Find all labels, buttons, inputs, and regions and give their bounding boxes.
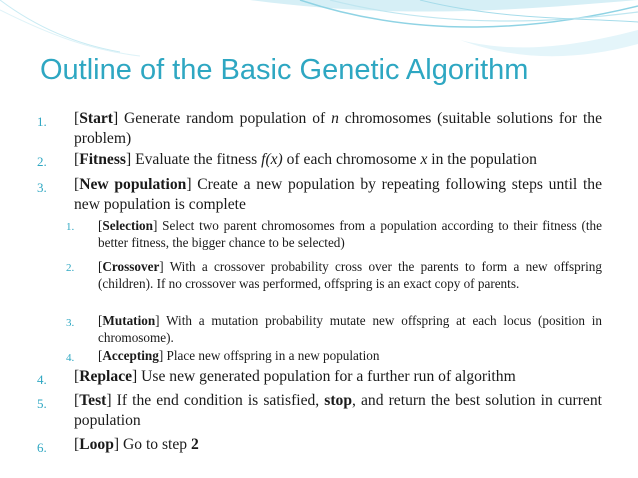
- bracket-open: [: [74, 392, 80, 409]
- step-text-post: in the population: [427, 151, 537, 168]
- bracket-open: [: [98, 348, 103, 363]
- bracket-close: ]: [155, 313, 160, 328]
- substep-text: [98, 312, 602, 346]
- substep-keyword: Selection: [102, 218, 153, 233]
- substep-number: 2.: [66, 262, 75, 274]
- bracket-open: [: [98, 218, 103, 233]
- step-keyword: Replace: [79, 368, 133, 385]
- step-keyword: Fitness: [79, 151, 126, 168]
- step-text-pre: Evaluate the fitness: [135, 151, 262, 168]
- step-text: [74, 150, 602, 170]
- step-text-body: Create a new population by repeating following steps until the new population is complete: [74, 176, 603, 213]
- step-keyword: Loop: [79, 436, 114, 453]
- step-text-post: chromosomes (suitable solutions for the problem): [74, 110, 602, 147]
- substep-text-body: With a mutation probability mutate new offspring at each locus (position in chromosome).: [98, 313, 602, 345]
- step-text-post: , and return the best solution in current population: [74, 392, 602, 429]
- bracket-close: ]: [106, 392, 112, 409]
- bracket-open: [: [74, 110, 80, 127]
- step-keyword: Start: [79, 110, 113, 127]
- step-text: [74, 435, 602, 455]
- bracket-open: [: [74, 436, 80, 453]
- substep-text-body: Place new offspring in a new population: [166, 348, 380, 363]
- step-keyword: Test: [79, 392, 107, 409]
- substep-text-body: With a crossover probability cross over the parents to form a new offspring (children). If no crossover was performed, offspring is an exact copy of parents.: [98, 259, 602, 291]
- step-number: 6.: [37, 440, 47, 455]
- step-variable: x: [420, 151, 428, 168]
- step-number: 3.: [37, 180, 47, 195]
- substep-text: [98, 347, 602, 364]
- bracket-close: ]: [132, 368, 138, 385]
- slide-title: Outline of the Basic Genetic Algorithm: [40, 54, 529, 86]
- step-keyword: New population: [79, 176, 187, 193]
- substep-text: [98, 217, 602, 251]
- substep-number: 3.: [66, 317, 75, 329]
- bracket-close: ]: [186, 176, 192, 193]
- step-variable: f(x): [261, 151, 283, 168]
- step-text-pre: If the end condition is satisfied,: [116, 392, 325, 409]
- substep-text-body: Select two parent chromosomes from a population according to their fitness (the better fitness, the bigger chance to be selected): [98, 218, 602, 250]
- step-text: [74, 367, 602, 387]
- bracket-close: ]: [125, 151, 132, 168]
- substep-keyword: Mutation: [102, 313, 156, 328]
- bracket-open: [: [74, 368, 80, 385]
- step-bold-word: stop: [324, 392, 353, 409]
- step-number: 4.: [37, 372, 47, 387]
- substep-keyword: Crossover: [102, 259, 160, 274]
- step-text: [74, 175, 602, 215]
- bracket-open: [: [74, 176, 80, 193]
- step-text-body: Use new generated population for a further run of algorithm: [141, 368, 516, 385]
- step-text-pre: Generate random population of: [124, 110, 332, 127]
- substep-number: 4.: [66, 352, 75, 364]
- bracket-open: [: [98, 259, 103, 274]
- bracket-close: ]: [158, 348, 164, 363]
- step-text: [74, 391, 602, 431]
- step-text: [74, 109, 602, 149]
- step-text-mid: of each chromosome: [282, 151, 421, 168]
- substep-keyword: Accepting: [102, 348, 159, 363]
- bracket-close: ]: [113, 436, 120, 453]
- bracket-open: [: [74, 151, 80, 168]
- step-number: 5.: [37, 396, 47, 411]
- bracket-open: [: [98, 313, 103, 328]
- step-number: 2.: [37, 154, 47, 169]
- bracket-close: ]: [152, 218, 158, 233]
- step-number: 1.: [37, 114, 47, 129]
- step-text-pre: Go to step: [122, 436, 191, 453]
- bracket-close: ]: [112, 110, 119, 127]
- substep-text: [98, 258, 602, 292]
- step-bold-word: 2: [191, 436, 199, 453]
- step-variable: n: [331, 110, 339, 127]
- substep-number: 1.: [66, 221, 75, 233]
- bracket-close: ]: [159, 259, 164, 274]
